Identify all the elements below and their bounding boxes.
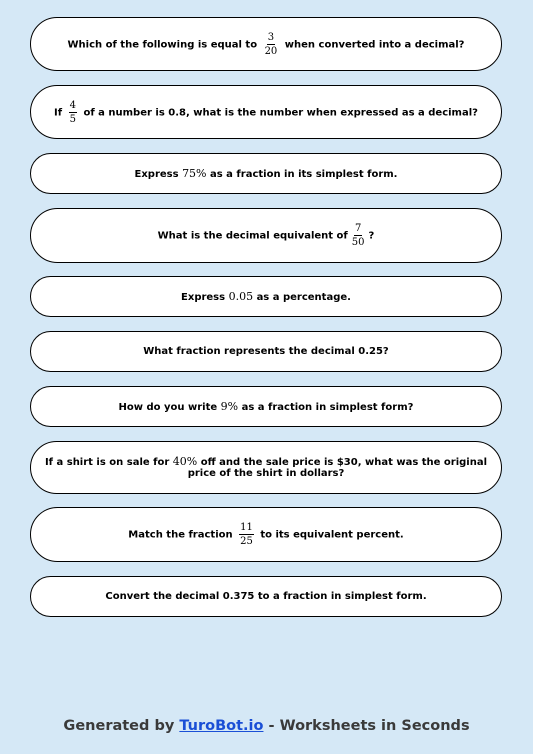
fraction xyxy=(69,100,77,125)
question-text xyxy=(135,168,398,180)
question-text xyxy=(68,32,465,57)
fraction-denominator: 25 xyxy=(240,536,253,547)
question-text xyxy=(54,100,478,125)
question-text-post: as a percentage. xyxy=(256,291,351,303)
question-card-7 xyxy=(30,386,502,427)
fraction-numerator: 11 xyxy=(240,522,253,533)
question-text xyxy=(158,223,375,248)
question-text-pre: Express xyxy=(134,168,179,180)
question-card-8 xyxy=(30,441,502,494)
math-expression: 40% xyxy=(172,455,198,468)
question-text-post: ? xyxy=(368,230,375,242)
question-text-post: as a fraction in its simplest form. xyxy=(210,168,398,180)
question-card-4 xyxy=(30,208,502,263)
math-expression: 9% xyxy=(220,399,239,413)
question-card-6 xyxy=(30,331,502,372)
question-text-pre: How do you write xyxy=(118,401,218,413)
question-text-pre: If a shirt is on sale for xyxy=(44,457,170,468)
fraction xyxy=(239,522,254,547)
footer-attribution xyxy=(0,718,533,734)
question-text-pre: If xyxy=(54,107,63,118)
fraction-numerator: 4 xyxy=(69,99,76,111)
question-card-9 xyxy=(30,507,502,562)
footer-suffix: - Worksheets in Seconds xyxy=(268,718,470,734)
question-card-10 xyxy=(30,576,502,617)
question-text: What fraction represents the decimal 0.25? xyxy=(143,346,389,357)
question-text xyxy=(37,456,495,479)
question-text-pre: Which of the following is equal to xyxy=(67,39,258,50)
turobot-link[interactable]: TuroBot.io xyxy=(179,718,264,734)
fraction-numerator: 7 xyxy=(354,223,362,234)
question-card-1 xyxy=(30,17,502,71)
question-card-5 xyxy=(30,276,502,317)
question-text-post: to its equivalent percent. xyxy=(260,529,404,541)
question-text-pre: Match the fraction xyxy=(128,529,233,541)
fraction xyxy=(264,32,279,57)
question-card-2 xyxy=(30,85,502,139)
question-text xyxy=(181,291,351,303)
question-text-pre: Express xyxy=(181,291,226,303)
fraction-numerator: 3 xyxy=(267,31,275,43)
fraction-denominator: 5 xyxy=(69,113,76,125)
math-expression: 0.05 xyxy=(228,289,254,303)
fraction-denominator: 20 xyxy=(264,45,278,57)
math-expression: 75% xyxy=(182,166,207,180)
question-text: Convert the decimal 0.375 to a fraction in simplest form. xyxy=(105,591,427,602)
question-text xyxy=(128,522,403,547)
question-text-post: off and the sale price is $30, what was the original price of the shirt in dollars? xyxy=(187,457,488,479)
footer-prefix: Generated by xyxy=(63,718,175,734)
question-text-pre: What is the decimal equivalent of xyxy=(157,230,348,242)
question-text-post: of a number is 0.8, what is the number when expressed as a decimal? xyxy=(83,107,478,118)
fraction-denominator: 50 xyxy=(351,237,365,248)
question-text-post: when converted into a decimal? xyxy=(284,39,465,50)
question-text-post: as a fraction in simplest form? xyxy=(241,401,414,413)
question-text xyxy=(119,401,414,413)
fraction xyxy=(351,223,366,248)
question-card-3 xyxy=(30,153,502,194)
